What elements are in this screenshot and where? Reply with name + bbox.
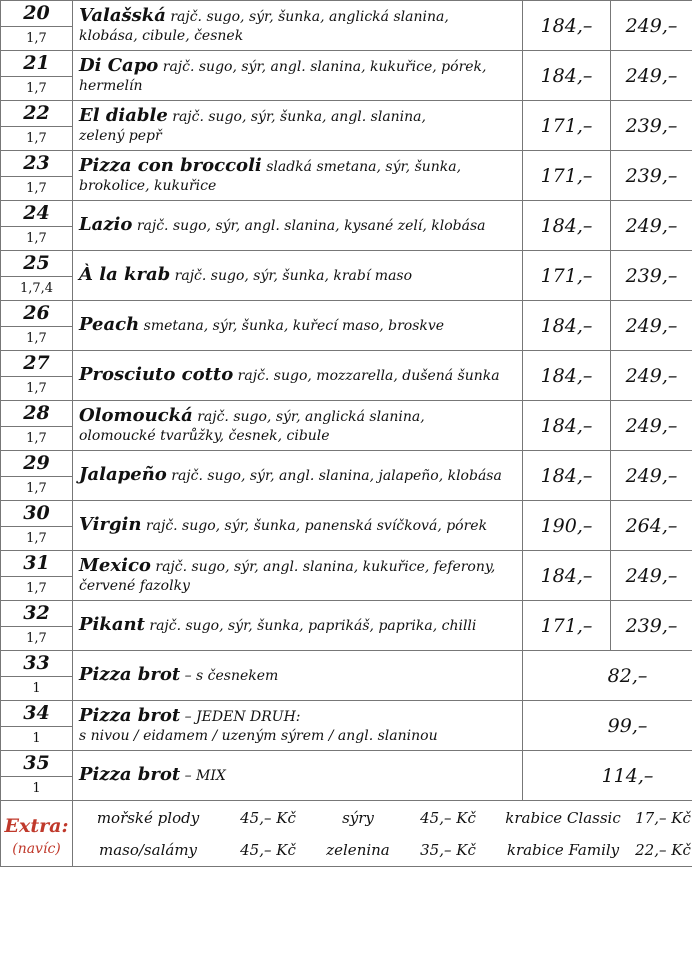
allergens: 1,7 <box>26 481 47 496</box>
item-number-cell <box>1 201 73 251</box>
item-ingredients: smetana, sýr, šunka, kuřecí maso, broskve <box>139 318 445 334</box>
item-number: 35 <box>1 751 72 777</box>
item-ingredients-cont: olomoucké tvarůžky, česnek, cibule <box>79 427 330 444</box>
extra-price: 45,– Kč <box>240 840 296 859</box>
item-number: 30 <box>1 501 72 527</box>
item-number-cell <box>1 251 73 301</box>
extra-label <box>1 801 73 867</box>
menu-row <box>1 501 692 551</box>
price-large: 249,– <box>611 201 692 251</box>
price: 114,– <box>523 751 692 801</box>
item-ingredients: rajč. sugo, mozzarella, dušená šunka <box>233 368 500 384</box>
allergens: 1 <box>32 731 41 746</box>
item-number-cell <box>1 401 73 451</box>
allergens: 1,7 <box>26 31 47 46</box>
allergens: 1,7,4 <box>19 281 54 296</box>
menu-row <box>1 451 692 501</box>
item-number: 24 <box>1 201 72 227</box>
item-number: 34 <box>1 701 72 727</box>
item-description <box>73 751 523 801</box>
price: 82,– <box>523 651 692 701</box>
item-ingredients-cont: červené fazolky <box>79 577 190 594</box>
menu-row-brot <box>1 701 692 751</box>
item-number: 26 <box>1 301 72 327</box>
price-small: 171,– <box>523 151 611 201</box>
item-description <box>73 551 523 601</box>
item-number-cell <box>1 351 73 401</box>
item-number-cell <box>1 701 73 751</box>
menu-row <box>1 601 692 651</box>
item-number: 21 <box>1 51 72 77</box>
item-ingredients: rajč. sugo, sýr, angl. slanina, kukuřice, pórek, <box>158 58 487 75</box>
item-number-cell <box>1 651 73 701</box>
item-number-cell <box>1 1 73 51</box>
item-name: À la krab <box>79 264 171 285</box>
item-description <box>73 451 523 501</box>
allergens: 1,7 <box>26 631 47 646</box>
price-large: 249,– <box>611 1 692 51</box>
item-number-cell <box>1 451 73 501</box>
item-ingredients: rajč. sugo, sýr, šunka, panenská svíčková, pórek <box>141 518 488 534</box>
item-name: Jalapeño <box>79 464 167 485</box>
item-ingredients: rajč. sugo, sýr, šunka, krabí maso <box>170 268 413 284</box>
item-ingredients: rajč. sugo, sýr, angl. slanina, kysané zelí, klobása <box>132 218 486 234</box>
item-name: Pikant <box>79 614 145 635</box>
menu-row <box>1 1 692 51</box>
allergens: 1,7 <box>26 331 47 346</box>
item-number: 29 <box>1 451 72 477</box>
menu-row <box>1 51 692 101</box>
item-number: 33 <box>1 651 72 677</box>
price-large: 249,– <box>611 51 692 101</box>
item-ingredients: rajč. sugo, sýr, anglická slanina, <box>192 408 425 425</box>
price-small: 184,– <box>523 551 611 601</box>
menu-row <box>1 301 692 351</box>
item-description <box>73 101 523 151</box>
item-ingredients: rajč. sugo, sýr, šunka, angl. slanina, <box>167 108 426 125</box>
extra-item: krabice Family <box>506 840 620 859</box>
extra-subtitle: (navíc) <box>12 840 61 857</box>
price-small: 171,– <box>523 601 611 651</box>
item-description <box>73 301 523 351</box>
allergens: 1 <box>32 781 41 796</box>
item-ingredients: rajč. sugo, sýr, angl. slanina, kukuřice, feferony, <box>150 558 496 575</box>
price-small: 184,– <box>523 51 611 101</box>
price-large: 249,– <box>611 301 692 351</box>
item-ingredients: – MIX <box>180 768 226 784</box>
item-number: 23 <box>1 151 72 177</box>
menu-row <box>1 251 692 301</box>
allergens: 1,7 <box>26 181 47 196</box>
item-description <box>73 201 523 251</box>
extra-item: krabice Classic <box>505 808 621 827</box>
item-name: Valašská <box>79 4 166 26</box>
item-description <box>73 401 523 451</box>
item-ingredients-cont: zelený pepř <box>79 127 162 144</box>
price-large: 249,– <box>611 351 692 401</box>
price-small: 184,– <box>523 451 611 501</box>
item-number: 20 <box>1 1 72 27</box>
item-description <box>73 1 523 51</box>
item-description <box>73 151 523 201</box>
menu-row <box>1 151 692 201</box>
item-description <box>73 651 523 701</box>
extra-items <box>73 801 692 867</box>
price-large: 239,– <box>611 601 692 651</box>
allergens: 1,7 <box>26 431 47 446</box>
item-description <box>73 501 523 551</box>
extra-item: sýry <box>342 808 374 827</box>
price-large: 264,– <box>611 501 692 551</box>
item-ingredients-cont: klobása, cibule, česnek <box>79 27 244 44</box>
item-name: Lazio <box>79 214 133 235</box>
item-ingredients-cont: brokolice, kukuřice <box>79 177 217 194</box>
price-small: 184,– <box>523 301 611 351</box>
item-description <box>73 601 523 651</box>
item-ingredients: rajč. sugo, sýr, angl. slanina, jalapeño, klobása <box>166 468 502 484</box>
menu-row-brot <box>1 751 692 801</box>
item-ingredients: – s česnekem <box>180 668 279 684</box>
price-small: 171,– <box>523 251 611 301</box>
item-ingredients: rajč. sugo, sýr, šunka, anglická slanina, <box>165 8 449 25</box>
price-small: 184,– <box>523 1 611 51</box>
item-name: Pizza con broccoli <box>79 154 262 176</box>
extra-item: mořské plody <box>96 808 200 827</box>
item-number-cell <box>1 151 73 201</box>
item-description <box>73 51 523 101</box>
extra-price: 35,– Kč <box>420 840 476 859</box>
item-name: Mexico <box>79 554 151 576</box>
item-number-cell <box>1 551 73 601</box>
item-ingredients: rajč. sugo, sýr, šunka, paprikáš, paprika, chilli <box>144 618 477 634</box>
item-ingredients-cont: hermelín <box>79 77 143 94</box>
item-number-cell <box>1 301 73 351</box>
item-name: El diable <box>79 104 168 126</box>
item-number: 22 <box>1 101 72 127</box>
price: 99,– <box>523 701 692 751</box>
item-number: 28 <box>1 401 72 427</box>
price-large: 249,– <box>611 401 692 451</box>
allergens: 1,7 <box>26 131 47 146</box>
extra-price: 45,– Kč <box>420 808 476 827</box>
price-small: 184,– <box>523 201 611 251</box>
extra-table <box>0 800 692 867</box>
price-small: 190,– <box>523 501 611 551</box>
item-name: Pizza brot <box>79 704 181 726</box>
allergens: 1,7 <box>26 581 47 596</box>
price-large: 249,– <box>611 551 692 601</box>
extra-price: 17,– Kč <box>635 808 691 827</box>
item-description <box>73 351 523 401</box>
item-number: 27 <box>1 351 72 377</box>
menu-row <box>1 401 692 451</box>
price-large: 249,– <box>611 451 692 501</box>
price-small: 184,– <box>523 401 611 451</box>
menu-row <box>1 351 692 401</box>
item-number: 31 <box>1 551 72 577</box>
item-ingredients: sladká smetana, sýr, šunka, <box>261 158 462 175</box>
item-description <box>73 251 523 301</box>
item-number-cell <box>1 601 73 651</box>
extra-title: Extra: <box>4 814 69 837</box>
item-name: Pizza brot <box>79 764 181 785</box>
item-number-cell <box>1 501 73 551</box>
extra-item: zelenina <box>326 840 390 859</box>
allergens: 1,7 <box>26 381 47 396</box>
allergens: 1,7 <box>26 531 47 546</box>
item-number-cell <box>1 51 73 101</box>
item-name: Di Capo <box>79 54 159 76</box>
price-small: 184,– <box>523 351 611 401</box>
item-description <box>73 701 523 751</box>
item-number: 32 <box>1 601 72 627</box>
extra-price: 45,– Kč <box>240 808 296 827</box>
menu-row-brot <box>1 651 692 701</box>
item-number-cell <box>1 751 73 801</box>
price-large: 239,– <box>611 151 692 201</box>
allergens: 1,7 <box>26 81 47 96</box>
menu-row <box>1 101 692 151</box>
price-large: 239,– <box>611 101 692 151</box>
extra-price: 22,– Kč <box>635 840 691 859</box>
item-number-cell <box>1 101 73 151</box>
item-ingredients-cont: s nivou / eidamem / uzeným sýrem / angl. slaninou <box>79 727 438 744</box>
item-name: Peach <box>79 314 140 335</box>
menu-row <box>1 551 692 601</box>
price-large: 239,– <box>611 251 692 301</box>
allergens: 1 <box>32 681 41 696</box>
price-small: 171,– <box>523 101 611 151</box>
item-name: Prosciuto cotto <box>79 364 234 385</box>
item-number: 25 <box>1 251 72 277</box>
allergens: 1,7 <box>26 231 47 246</box>
extra-item: maso/salámy <box>98 840 198 859</box>
menu-row <box>1 201 692 251</box>
item-name: Virgin <box>79 514 142 535</box>
item-name: Pizza brot <box>79 664 181 685</box>
item-ingredients: – JEDEN DRUH: <box>180 708 301 725</box>
item-name: Olomoucká <box>79 404 193 426</box>
